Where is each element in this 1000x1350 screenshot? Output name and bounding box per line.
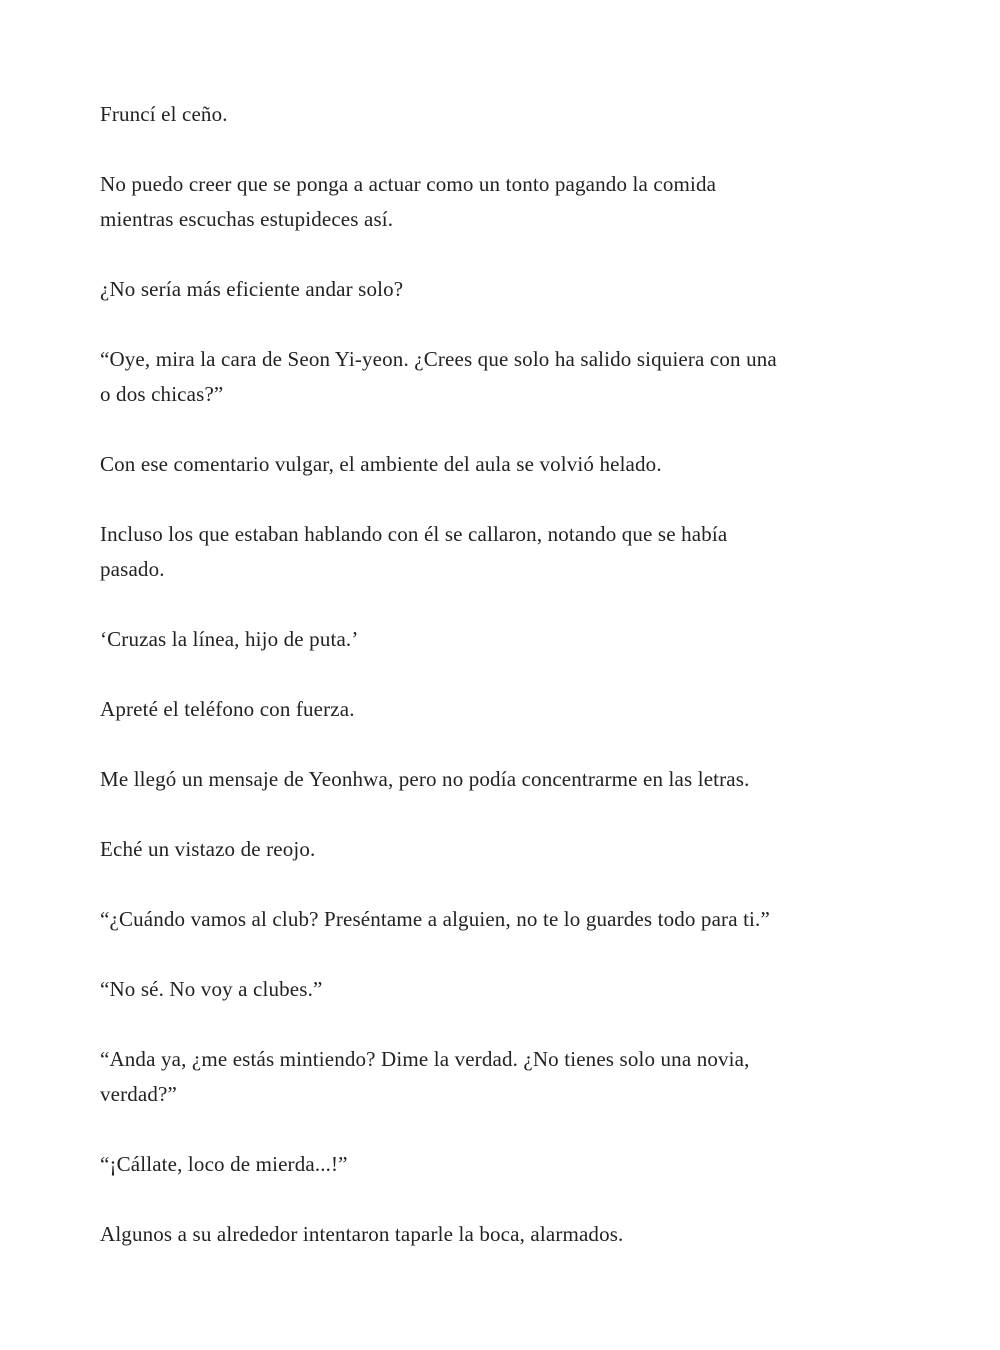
paragraph-line: mientras escuchas estupideces así. (100, 207, 394, 231)
paragraph-line: pasado. (100, 557, 165, 581)
paragraph (100, 1217, 900, 1252)
paragraph-line: No puedo creer que se ponga a actuar como un tonto pagando la comida (100, 172, 717, 196)
paragraph (100, 902, 900, 937)
paragraph (100, 517, 900, 587)
paragraph-line: Algunos a su alrededor intentaron taparle la boca, alarmados. (100, 1222, 624, 1246)
paragraph (100, 97, 900, 132)
paragraph-line: “No sé. No voy a clubes.” (100, 977, 323, 1001)
paragraph (100, 447, 900, 482)
paragraph-line: o dos chicas?” (100, 382, 224, 406)
paragraph-line: “Anda ya, ¿me estás mintiendo? Dime la verdad. ¿No tienes solo una novia, (100, 1047, 750, 1071)
paragraph (100, 972, 900, 1007)
paragraph-line: verdad?” (100, 1082, 177, 1106)
paragraph (100, 167, 900, 237)
paragraph-line: Incluso los que estaban hablando con él se callaron, notando que se había (100, 522, 728, 546)
paragraph (100, 1147, 900, 1182)
paragraph (100, 692, 900, 727)
paragraph (100, 272, 900, 307)
paragraph-line: ‘Cruzas la línea, hijo de puta.’ (100, 627, 359, 651)
paragraph-line: “¡Cállate, loco de mierda...!” (100, 1152, 348, 1176)
paragraph-line: ¿No sería más eficiente andar solo? (100, 277, 404, 301)
paragraph (100, 342, 900, 412)
paragraph (100, 1042, 900, 1112)
paragraph-line: “¿Cuándo vamos al club? Preséntame a alguien, no te lo guardes todo para ti.” (100, 907, 770, 931)
paragraph-line: “Oye, mira la cara de Seon Yi-yeon. ¿Crees que solo ha salido siquiera con una (100, 347, 777, 371)
paragraph-line: Fruncí el ceño. (100, 102, 228, 126)
paragraph (100, 762, 900, 797)
paragraph-line: Me llegó un mensaje de Yeonhwa, pero no podía concentrarme en las letras. (100, 767, 750, 791)
paragraph-line: Eché un vistazo de reojo. (100, 837, 316, 861)
paragraph (100, 622, 900, 657)
paragraph (100, 832, 900, 867)
paragraph-line: Apreté el teléfono con fuerza. (100, 697, 355, 721)
paragraph-line: Con ese comentario vulgar, el ambiente del aula se volvió helado. (100, 452, 662, 476)
